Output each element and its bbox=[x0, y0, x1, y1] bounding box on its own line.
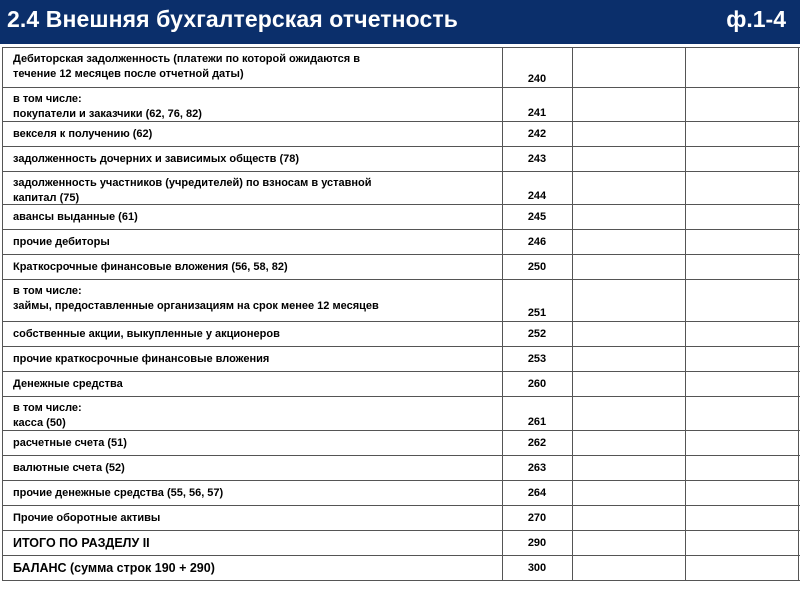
row-code: 250 bbox=[527, 261, 547, 273]
row-divider bbox=[2, 204, 800, 205]
row-label: векселя к получению (62) bbox=[13, 128, 153, 140]
row-divider bbox=[2, 580, 800, 581]
row-label: Прочие оборотные активы bbox=[13, 512, 161, 524]
row-divider bbox=[2, 47, 800, 48]
row-divider bbox=[2, 371, 800, 372]
row-label: капитал (75) bbox=[13, 192, 80, 204]
column-divider bbox=[798, 47, 799, 580]
row-divider bbox=[2, 229, 800, 230]
row-label: авансы выданные (61) bbox=[13, 211, 138, 223]
row-code: 300 bbox=[527, 562, 547, 574]
row-code: 290 bbox=[527, 537, 547, 549]
row-divider bbox=[2, 146, 800, 147]
balance-table bbox=[0, 44, 800, 600]
row-code: 260 bbox=[527, 378, 547, 390]
row-label: Дебиторская задолженность (платежи по которой ожидаются в bbox=[13, 53, 360, 65]
slide-header bbox=[0, 0, 800, 44]
row-divider bbox=[2, 480, 800, 481]
row-divider bbox=[2, 396, 800, 397]
row-divider bbox=[2, 505, 800, 506]
row-label: прочие денежные средства (55, 56, 57) bbox=[13, 487, 224, 499]
row-label: течение 12 месяцев после отчетной даты) bbox=[13, 68, 244, 80]
column-divider bbox=[685, 47, 686, 580]
row-code: 253 bbox=[527, 353, 547, 365]
row-divider bbox=[2, 430, 800, 431]
row-divider bbox=[2, 346, 800, 347]
row-label: в том числе: bbox=[13, 93, 82, 105]
row-label: касса (50) bbox=[13, 417, 66, 429]
row-divider bbox=[2, 121, 800, 122]
row-divider bbox=[2, 171, 800, 172]
row-label: расчетные счета (51) bbox=[13, 437, 127, 449]
row-code: 262 bbox=[527, 437, 547, 449]
row-label: в том числе: bbox=[13, 402, 82, 414]
row-divider bbox=[2, 254, 800, 255]
row-code: 240 bbox=[527, 73, 547, 85]
row-code: 245 bbox=[527, 211, 547, 223]
row-divider bbox=[2, 455, 800, 456]
row-divider bbox=[2, 279, 800, 280]
row-label: займы, предоставленные организациям на срок менее 12 месяцев bbox=[13, 300, 379, 312]
row-label: ИТОГО ПО РАЗДЕЛУ II bbox=[13, 536, 150, 550]
row-label: БАЛАНС (сумма строк 190 + 290) bbox=[13, 561, 215, 575]
row-label: задолженность участников (учредителей) по взносам в уставной bbox=[13, 177, 372, 189]
row-code: 263 bbox=[527, 462, 547, 474]
row-code: 251 bbox=[527, 307, 547, 319]
row-divider bbox=[2, 555, 800, 556]
row-label: Денежные средства bbox=[13, 378, 123, 390]
row-label: прочие краткосрочные финансовые вложения bbox=[13, 353, 270, 365]
row-code: 246 bbox=[527, 236, 547, 248]
column-divider bbox=[572, 47, 573, 580]
form-label: ф.1-4 bbox=[726, 6, 786, 32]
row-label: валютные счета (52) bbox=[13, 462, 125, 474]
row-code: 241 bbox=[527, 107, 547, 119]
row-code: 264 bbox=[527, 487, 547, 499]
row-label: в том числе: bbox=[13, 285, 82, 297]
row-label: Краткосрочные финансовые вложения (56, 58, 82) bbox=[13, 261, 288, 273]
page-title: 2.4 Внешняя бухгалтерская отчетность bbox=[7, 6, 458, 32]
row-code: 242 bbox=[527, 128, 547, 140]
row-code: 252 bbox=[527, 328, 547, 340]
row-code: 243 bbox=[527, 153, 547, 165]
row-label: прочие дебиторы bbox=[13, 236, 110, 248]
row-label: покупатели и заказчики (62, 76, 82) bbox=[13, 108, 202, 120]
row-label: собственные акции, выкупленные у акционеров bbox=[13, 328, 280, 340]
row-divider bbox=[2, 530, 800, 531]
row-label: задолженность дочерних и зависимых обществ (78) bbox=[13, 153, 300, 165]
row-code: 244 bbox=[527, 190, 547, 202]
row-divider bbox=[2, 87, 800, 88]
column-divider bbox=[2, 47, 3, 580]
row-divider bbox=[2, 321, 800, 322]
row-code: 270 bbox=[527, 512, 547, 524]
row-code: 261 bbox=[527, 416, 547, 428]
